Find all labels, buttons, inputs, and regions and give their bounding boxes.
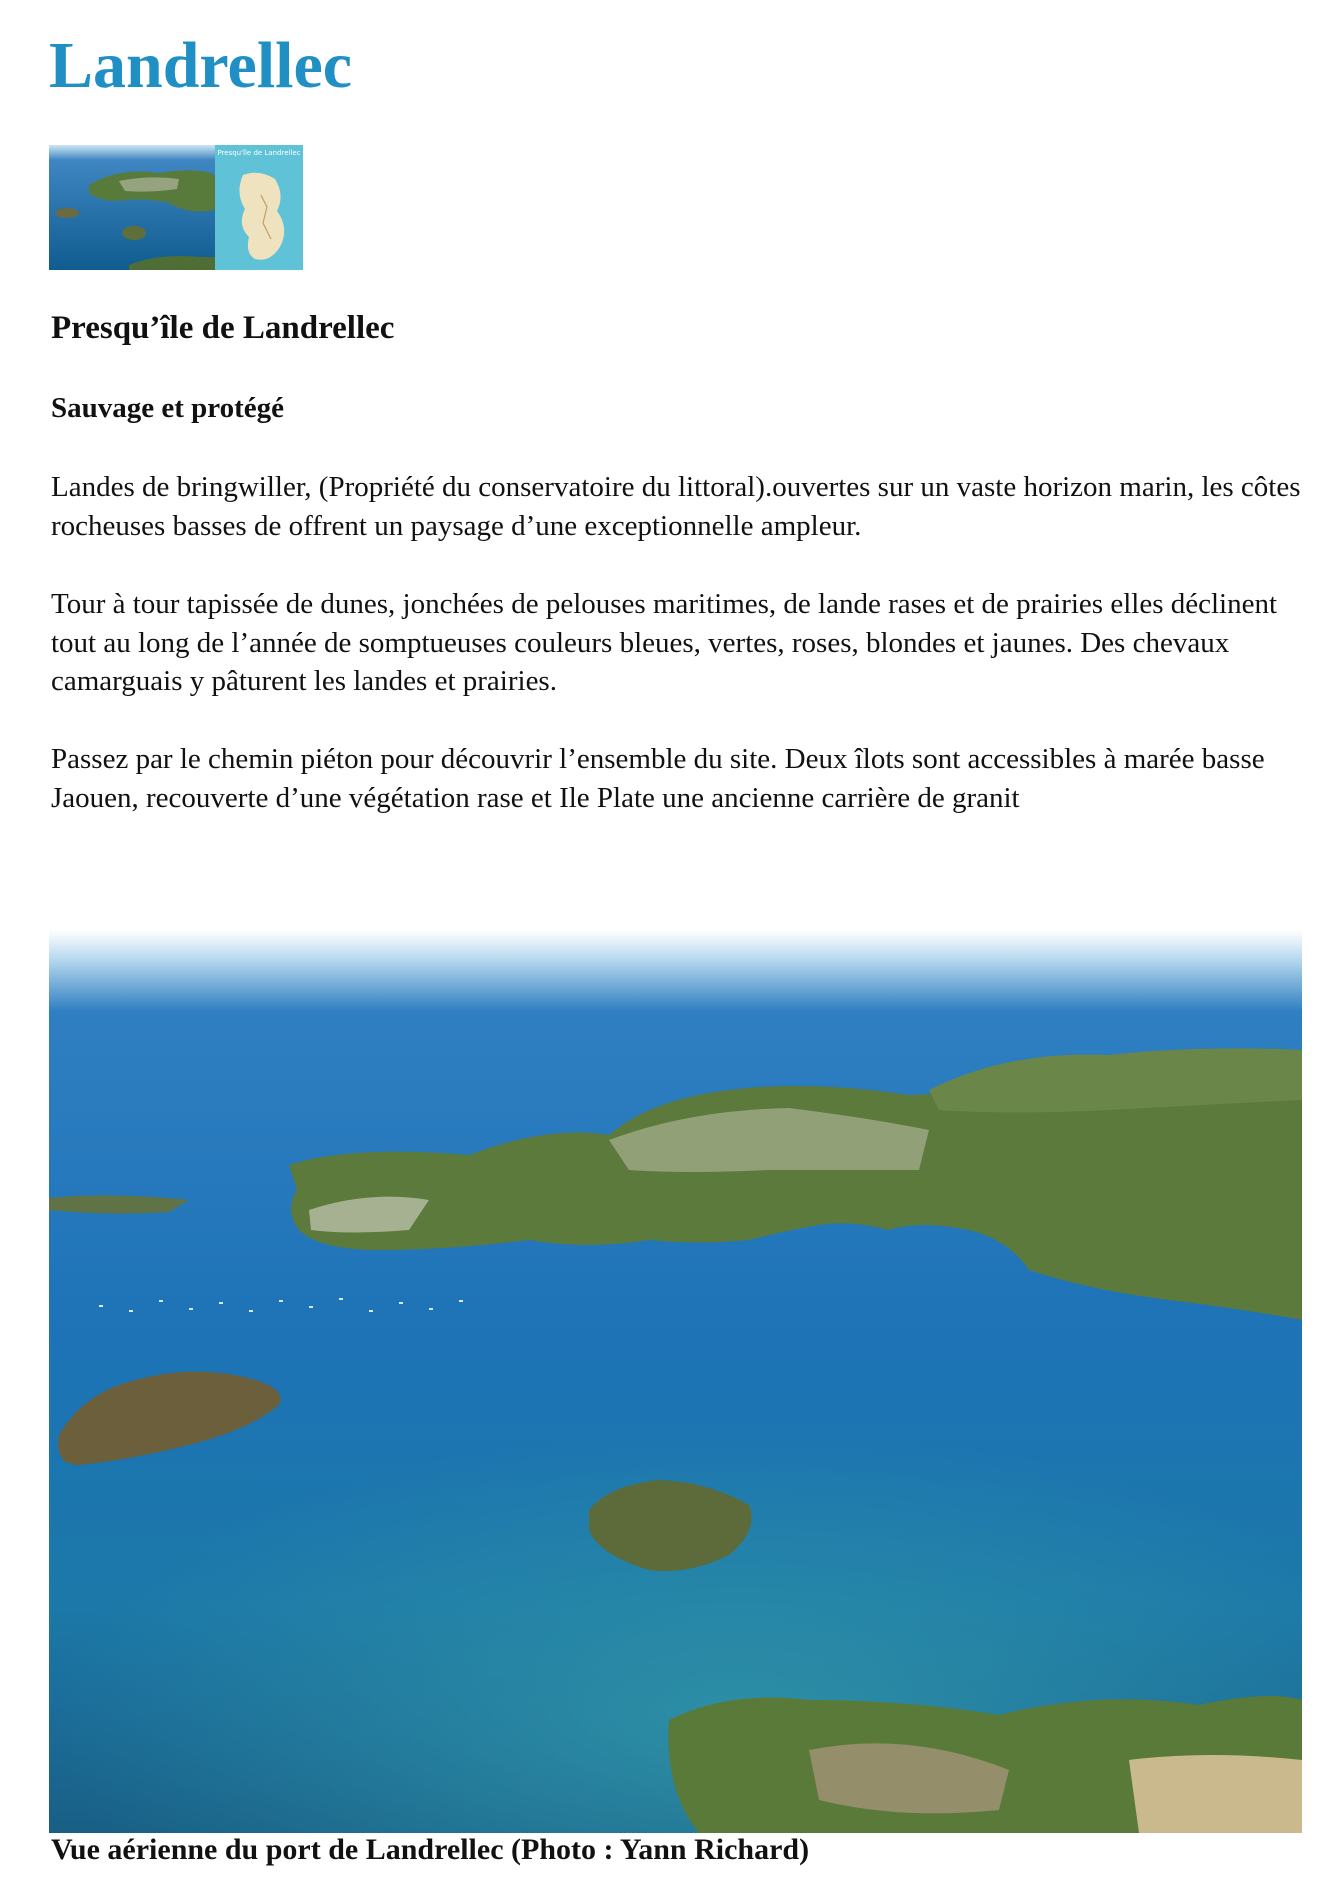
paragraph: Tour à tour tapissée de dunes, jonchées de pelouses maritimes, de lande rases et de prairies elles déclinent tout au long de l’année de somptueuses couleurs bleues, vertes, roses, blondes et jaunes. Des chevaux camarguais y pâturent les landes et prairies. — [51, 588, 1278, 697]
page-title: Landrellec — [49, 29, 353, 102]
thumbnail-aerial-photo — [49, 145, 215, 270]
paragraph: Passez par le chemin piéton pour découvrir l’ensemble du site. Deux îlots sont accessibles à marée basse Jaouen, recouverte d’une végétation rase et Ile Plate une ancienne carrière de granit — [51, 743, 1265, 814]
photo-caption: Vue aérienne du port de Landrellec (Photo : Yann Richard) — [51, 1833, 810, 1866]
thumbnail-images — [49, 145, 303, 270]
thumbnail-map — [215, 145, 303, 270]
section-subheading: Sauvage et protégé — [51, 392, 285, 424]
thumbnail-map-label: Presqu'île de Landrellec — [217, 149, 301, 157]
section-heading: Presqu’île de Landrellec — [51, 310, 395, 346]
aerial-photo — [49, 930, 1302, 1833]
paragraph: Landes de bringwiller, (Propriété du conservatoire du littoral).ouvertes sur un vaste horizon marin, les côtes rocheuses basses de offrent un paysage d’une exceptionnelle ampleur. — [51, 471, 1301, 542]
